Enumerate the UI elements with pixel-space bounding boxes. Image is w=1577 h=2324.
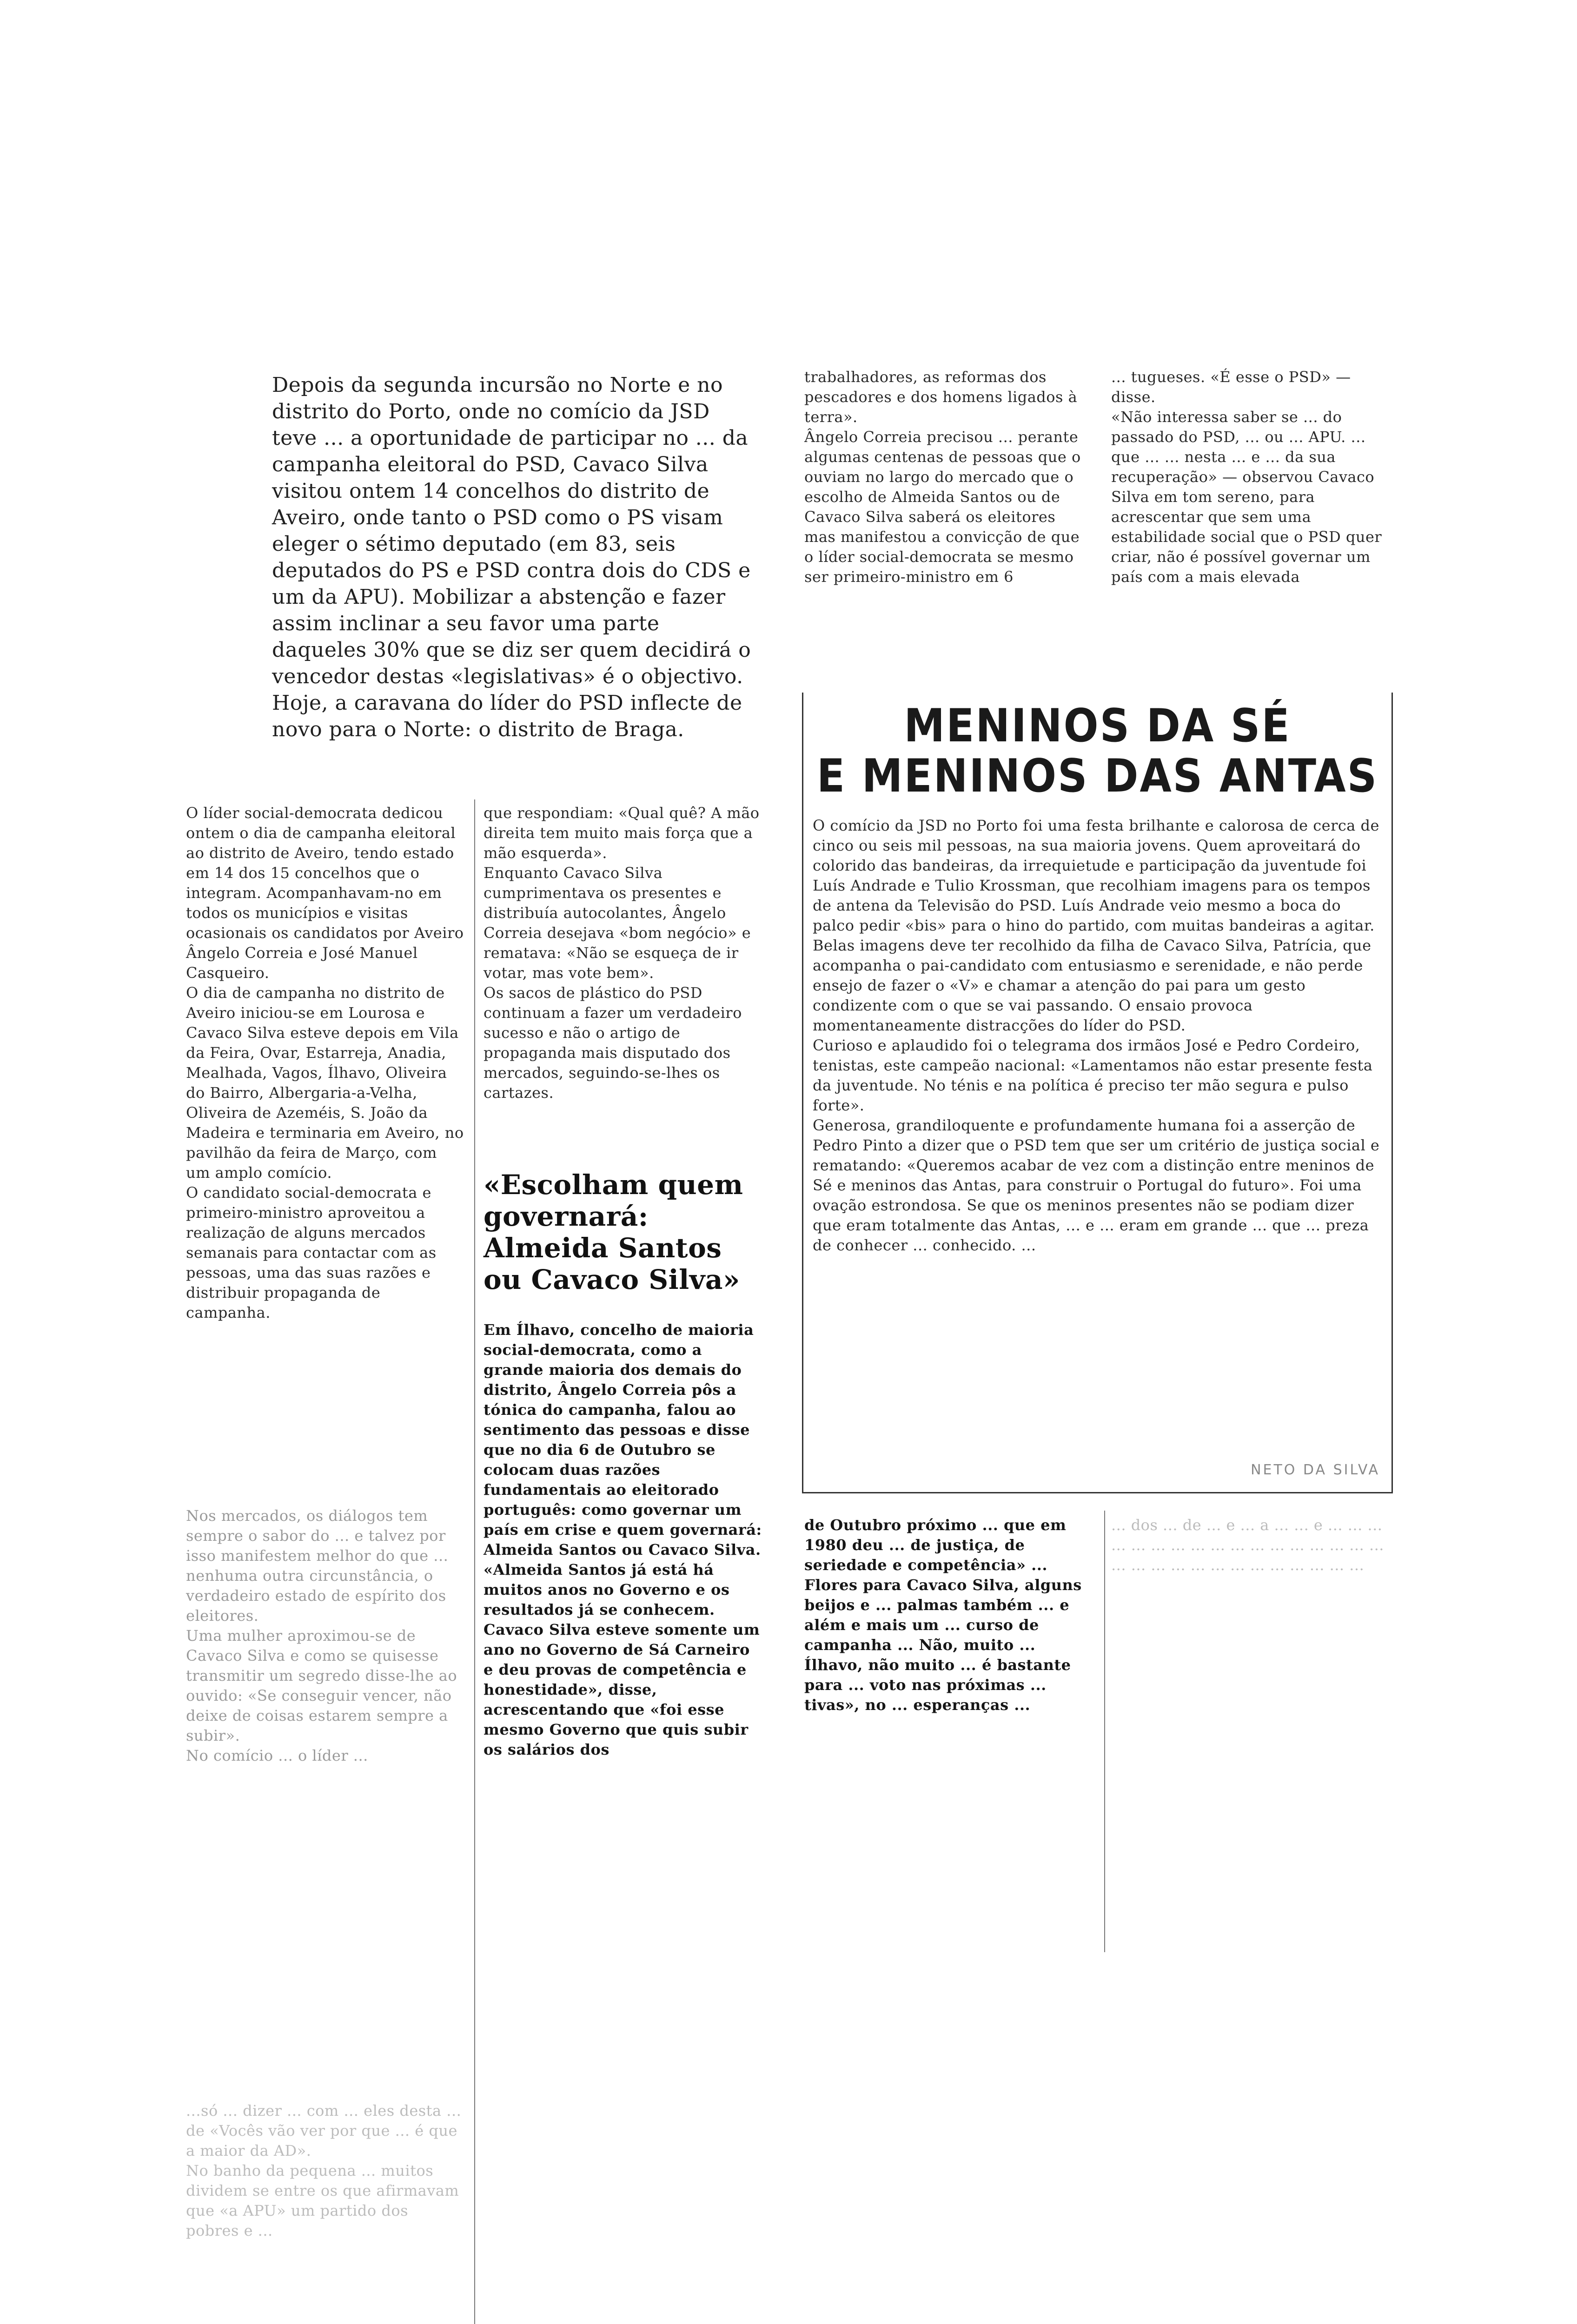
box-title-line-2: E MENINOS DAS ANTAS	[816, 750, 1378, 803]
column-1-text: O líder social-democrata dedicou ontem o dia de campanha eleitoral ao distrito de Aveiro, tendo estado em 14 dos 15 concelhos que o integram. Acompanhavam-no em todos os municípios e visitas ocasionais os candidatos por Aveiro Ângelo Correia e José Manuel Casqueiro. O dia de campanha no distrito de Aveiro iniciou-se em Lourosa e Cavaco Silva esteve depois em Vila da Feira, Ovar, Estarreja, Anadia, Mealhada, Vagos, Ílhavo, Oliveira do Bairro, Albergaria-a-Velha, Oliveira de Azeméis, S. João da Madeira e terminaria em Aveiro, no pavilhão da feira de Março, com um amplo comício. O candidato social-democrata e primeiro-ministro aproveitou a realização de alguns mercados semanais para contactar com as pessoas, uma das suas razões e distribuir propaganda de campanha.	[186, 804, 464, 1321]
box-title-line-1: MENINOS DA SÉ	[904, 700, 1291, 753]
section-heading: «Escolham quem governará: Almeida Santos ou Cavaco Silva»	[484, 1169, 743, 1295]
column-divider-right	[1104, 1511, 1105, 1952]
boxed-article	[802, 693, 1393, 1493]
column-3-text: trabalhadores, as reformas dos pescadores e dos homens ligados à terra». Ângelo Correia precisou ... perante algumas centenas de pessoas que o ouviam no largo do mercado que o escolho de Almeida Santos ou de Cavaco Silva saberá os eleitores mas manifestou a convicção de que o líder social-democrata se mesmo ser primeiro-ministro em 6	[804, 368, 1081, 586]
column-2-body: Em Ílhavo, concelho de maioria social-democrata, como a grande maioria dos demais do distrito, Ângelo Correia pôs a tónica do campanha, falou ao sentimento das pessoas e disse que no dia 6 de Outubro se colocam duas razões fundamentais ao eleitorado português: como governar um país em crise e quem governará: Almeida Santos ou Cavaco Silva. «Almeida Santos já está há muitos anos no Governo e os resultados já se conhecem. Cavaco Silva esteve somente um ano no Governo de Sá Carneiro e deu provas de competência e honestidade», disse, acrescentando que «foi esse mesmo Governo que quis subir os salários dos	[484, 1321, 762, 1758]
box-signature: NETO DA SILVA	[1251, 1462, 1380, 1478]
column-1-bottom-text: ...só ... dizer ... com ... eles desta ... de «Vocês vão ver por que ... é que a maior da AD». No banho da pequena ... muitos dividem se entre os que afirmavam que «a APU» um partido dos pobres e ...	[186, 2102, 462, 2239]
column-4-bottom-text: ... dos ... de ... e ... a ... ... e ... ... ... ... ... ... ... ... ... ... ... ... ... ... ... ... ... ... ... ... ... ... ... ... ... ... ... ... ... ...	[1111, 1516, 1384, 1574]
column-4-text: ... tugueses. «É esse o PSD» — disse. «Não interessa saber se ... do passado do PSD, ... ou ... APU. ... que ... ... nesta ... e ... da sua recuperação» — observou Cavaco Silva em tom sereno, para acrescentar que sem uma estabilidade social que o PSD quer criar, não é possível governar um país com a mais elevada	[1111, 368, 1382, 586]
column-1-faded-text: Nos mercados, os diálogos tem sempre o sabor do ... e talvez por isso manifestem melhor do que ... nenhuma outra circunstância, o verdadeiro estado de espírito dos eleitores. Uma mulher aproximou-se de Cavaco Silva e como se quisesse transmitir um segredo disse-lhe ao ouvido: «Se conseguir vencer, não deixe de coisas estarem sempre a subir». No comício ... o líder ...	[186, 1507, 457, 1764]
lead-paragraph: Depois da segunda incursão no Norte e no distrito do Porto, onde no comício da JSD teve ... a oportunidade de participar no ... da campanha eleitoral do PSD, Cavaco Silva visitou ontem 14 concelhos do distrito de Aveiro, onde tanto o PSD como o PS visam eleger o sétimo deputado (em 83, seis deputados do PS e PSD contra dois do CDS e um da APU). Mobilizar a abstenção e fazer assim inclinar a seu favor uma parte daqueles 30% que se diz ser quem decidirá o vencedor destas «legislativas» é o objectivo. Hoje, a caravana do líder do PSD inflecte de novo para o Norte: o distrito de Braga.	[272, 373, 751, 741]
column-3-bottom-text: de Outubro próximo ... que em 1980 deu ... de justiça, de seriedade e competência» ... Flores para Cavaco Silva, alguns beijos e ... palmas também ... e além e mais um ... curso de campanha ... Não, muito ... Ílhavo, não muito ... é bastante para ... voto nas próximas ... tivas», no ... esperanças ...	[804, 1516, 1082, 1714]
column-divider	[474, 799, 475, 2324]
column-2-text: que respondiam: «Qual quê? A mão direita tem muito mais força que a mão esquerda». Enquanto Cavaco Silva cumprimentava os presentes e distribuía autocolantes, Ângelo Correia desejava «bom negócio» e rematava: «Não se esqueça de ir votar, mas vote bem». Os sacos de plástico do PSD continuam a fazer um verdadeiro sucesso e não o artigo de propaganda mais disputado dos mercados, seguindo-se-lhes os cartazes.	[484, 804, 760, 1102]
box-body: O comício da JSD no Porto foi uma festa brilhante e calorosa de cerca de cinco ou seis mil pessoas, na sua maioria jovens. Quem aproveitará do colorido das bandeiras, da irrequietude e participação da juventude foi Luís Andrade e Tulio Krossman, que recolhiam imagens para os tempos de antena da Televisão do PSD. Luís Andrade veio mesmo a boca do palco pedir «bis» para o hino do partido, com muitas bandeiras a agitar. Belas imagens deve ter recolhido da filha de Cavaco Silva, Patrícia, que acompanha o pai-candidato com entusiasmo e serenidade, e não perde ensejo de fazer o «V» e chamar a atenção do pai para um gesto condizente com o que se vai passando. O ensaio provoca momentaneamente distracções do líder do PSD. Curioso e aplaudido foi o telegrama dos irmãos José e Pedro Cordeiro, tenistas, este campeão nacional: «Lamentamos não estar presente festa da juventude. No ténis e na política é preciso ter mão segura e pulso forte». Generosa, grandiloquente e profundamente humana foi a asserção de Pedro Pinto a dizer que o PSD tem que ser um critério de justiça social e rematando: «Queremos acabar de vez com a distinção entre meninos de Sé e meninos das Antas, para construir o Portugal do futuro». Foi uma ovação estrondosa. Se que os meninos presentes não se podiam dizer que eram totalmente das Antas, ... e ... eram em grande ... que ... preza de conhecer ... conhecido. ...	[813, 817, 1380, 1254]
